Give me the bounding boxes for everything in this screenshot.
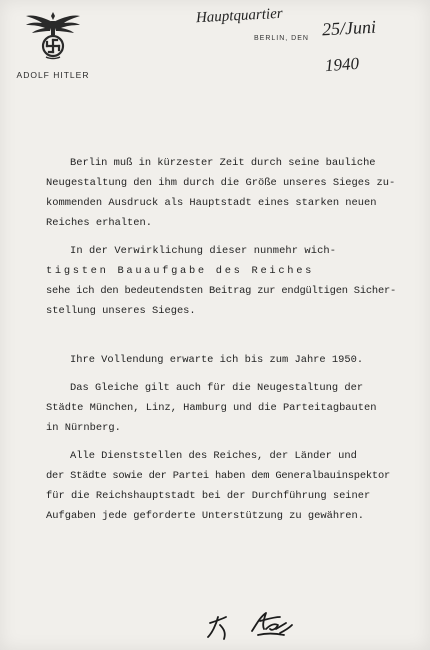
body-line: Das Gleiche gilt auch für die Neugestaltung der [70,382,364,394]
handwritten-signature [200,603,310,643]
city-printed: BERLIN, DEN [254,35,309,42]
body-line: tigsten Bauaufgabe des Reiches [46,265,315,277]
body-line: sehe ich den bedeutendsten Beitrag zur endgültigen Sicher- [46,285,397,297]
body-line: in Nürnberg. [46,422,121,434]
body-line: für die Reichshauptstadt bei der Durchführung seiner [46,490,371,502]
place-handwritten: Hauptquartier [195,5,284,27]
date-day-month: 25/Juni [321,16,377,40]
body-line: der Städte sowie der Partei haben dem Generalbauinspektor [46,470,391,482]
body-line: Städte München, Linz, Hamburg und die Parteitagbauten [46,402,377,414]
date-year: 1940 [324,53,360,76]
letterhead-name: ADOLF HITLER [16,70,90,80]
body-line: Aufgaben jede geforderte Unterstützung zu gewähren. [46,510,365,522]
body-line: Reiches erhalten. [46,217,153,229]
body-line: In der Verwirklichung dieser nunmehr wich- [70,245,337,257]
body-line: kommenden Ausdruck als Hauptstadt eines starken neuen [46,197,377,209]
body-line: Neugestaltung den ihm durch die Größe unseres Sieges zu- [46,177,396,189]
eagle-swastika-emblem-icon [24,6,82,68]
body-line: stellung unseres Sieges. [46,305,196,317]
body-line: Berlin muß in kürzester Zeit durch seine bauliche [70,157,376,169]
body-line: Ihre Vollendung erwarte ich bis zum Jahre 1950. [70,354,364,366]
body-line: Alle Dienststellen des Reiches, der Länder und [70,450,357,462]
